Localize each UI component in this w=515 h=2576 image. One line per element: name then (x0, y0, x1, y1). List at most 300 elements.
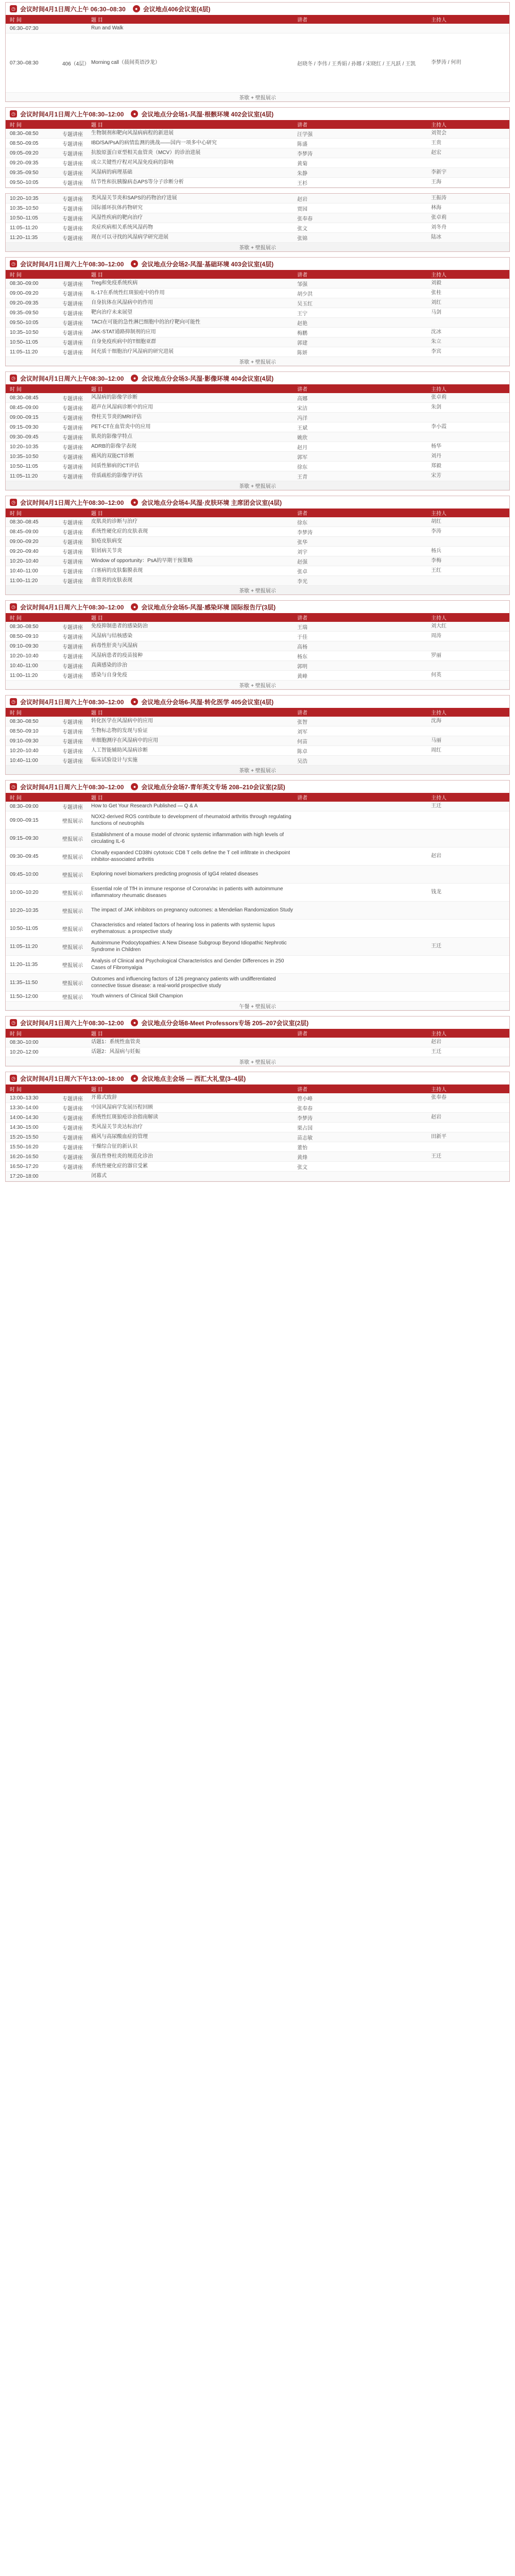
row-time: 09:15–09:30 (10, 835, 39, 841)
col-topic: 题 目 (91, 616, 103, 621)
row-type: 专题讲座 (62, 634, 83, 640)
row-host: 刘毅 (431, 280, 441, 286)
row-topic: Exploring novel biomarkers predicting prognosis of IgG4 related diseases (91, 871, 259, 877)
row-topic: 生物制剂和靶向风湿病病程的新进展 (91, 130, 174, 137)
row-time: 17:20–18:00 (10, 1173, 39, 1179)
row-speaker: 赵艳 (297, 320, 307, 327)
location-icon: ● (131, 698, 138, 705)
row-speaker: 陈盛 (297, 141, 307, 147)
break-row (6, 243, 509, 251)
row-type: 专题讲座 (62, 151, 83, 157)
row-speaker: 徐东 (297, 520, 307, 526)
row-type: 专题讲座 (62, 530, 83, 536)
agenda-row (6, 393, 509, 403)
row-time: 08:50–09:10 (10, 728, 39, 734)
row-topic: 单细胞测序在风湿病中的应用 (91, 738, 158, 744)
row-type: 专题讲座 (62, 301, 83, 307)
row-type: 专题讲座 (62, 1155, 83, 1161)
row-speaker: 张华 (297, 539, 307, 546)
row-time: 15:20–15:50 (10, 1134, 39, 1140)
row-time: 10:50–11:05 (10, 215, 38, 221)
row-topic: 间充质干细胞治疗风湿病的研究进展 (91, 349, 174, 355)
row-speaker: 陈妍 (297, 350, 307, 356)
row-type: 406（4层） (62, 61, 90, 67)
row-speaker: 贾园 (297, 206, 307, 212)
row-topic: 白塞病的皮肤黏膜表现 (91, 568, 143, 574)
row-type: 专题讲座 (62, 1164, 83, 1171)
row-time: 10:20–12:00 (10, 1049, 39, 1055)
clock-icon: ◷ (10, 5, 17, 12)
row-time: 11:20–11:35 (10, 234, 38, 241)
row-host: 王迁 (431, 943, 441, 950)
row-type: 专题讲座 (62, 1125, 83, 1131)
break-label: 茶歇 + 壁报展示 (239, 245, 276, 251)
row-type: 专题讲座 (62, 180, 83, 187)
row-topic: 系统性红斑狼疮诊治指南解读 (91, 1114, 158, 1121)
row-time: 09:45–10:00 (10, 871, 39, 877)
row-topic: TACI在可能的急性淋巴细胞中的治疗靶向可能性 (91, 319, 201, 326)
row-topic: 风湿病患者的疫苗接种 (91, 653, 143, 659)
row-host: 李新宇 (431, 170, 447, 176)
break-label: 茶歇 + 壁报展示 (239, 768, 276, 774)
row-topic: 真菌感染的诊治 (91, 663, 127, 669)
row-time: 09:10–09:30 (10, 643, 39, 649)
row-topic: 风湿病与结核感染 (91, 633, 132, 639)
col-topic: 题 目 (91, 710, 103, 716)
row-host: 张卓莉 (431, 395, 447, 401)
row-topic: 强直性脊柱炎的规范化诊治 (91, 1154, 153, 1160)
row-host: 王贵 (431, 140, 441, 146)
row-type: 壁报展示 (62, 908, 83, 914)
row-type: 专题讲座 (62, 1096, 83, 1102)
section-venue: 会议地点分会场6-风湿·转化医学 405会议室(4层) (141, 698, 274, 706)
row-host: 林海 (431, 205, 441, 211)
agenda-row (6, 289, 509, 298)
agenda-row (6, 1123, 509, 1132)
section-header (6, 3, 509, 15)
section-header (6, 108, 509, 120)
row-topic: 系统性硬化症的器官受累 (91, 1163, 148, 1170)
row-type: 专题讲座 (62, 739, 83, 745)
col-topic: 题 目 (91, 123, 103, 128)
agenda-row (6, 641, 509, 651)
row-topic: Outcomes and influencing factors of 126 pregnancy patients with undifferentiated connective tissue disease: a real-world prospective study (91, 976, 276, 989)
row-time: 09:50–10:05 (10, 319, 39, 326)
agenda-section (5, 371, 510, 490)
row-host: 杨兵 (431, 548, 441, 554)
col-topic: 题 目 (91, 18, 103, 23)
section-header (6, 258, 509, 270)
row-time: 10:20–10:35 (10, 907, 39, 913)
agenda-row (6, 1142, 509, 1152)
row-speaker: 王斌 (297, 425, 307, 431)
row-time: 13:00–13:30 (10, 1095, 39, 1101)
col-topic: 题 目 (91, 273, 103, 278)
row-time: 08:30–09:00 (10, 803, 39, 809)
row-speaker: 刘宇 (297, 549, 307, 555)
agenda-row (6, 213, 509, 223)
break-row (6, 586, 509, 595)
agenda-row (6, 566, 509, 576)
row-host: 李梦涛 / 何玥 (431, 60, 461, 66)
section-header (6, 1016, 509, 1029)
row-type: 壁报展示 (62, 926, 83, 933)
agenda-row (6, 33, 509, 93)
row-type: 壁报展示 (62, 944, 83, 951)
clock-icon: ◷ (10, 698, 17, 705)
row-speaker: 朱静 (297, 171, 307, 177)
row-speaker: 黄峰 (297, 673, 307, 680)
agenda-row (6, 829, 509, 848)
row-topic: 自身免疫疾病中的T细胞亚群 (91, 339, 157, 345)
row-host: 刘丹 (431, 453, 441, 460)
row-type: 专题讲座 (62, 624, 83, 631)
row-type: 壁报展示 (62, 980, 83, 987)
row-type: 壁报展示 (62, 854, 83, 860)
row-type: 专题讲座 (62, 1106, 83, 1112)
row-type: 专题讲座 (62, 340, 83, 346)
row-host: 杨华 (431, 444, 441, 450)
agenda-row (6, 403, 509, 413)
col-topic: 题 目 (91, 511, 103, 517)
row-topic: 抗胶原蛋白亚型相关血管炎（MCV）的诊治进展 (91, 150, 201, 156)
col-host: 主持人 (431, 123, 447, 128)
location-icon: ● (131, 783, 138, 790)
agenda-row (6, 1172, 509, 1181)
row-topic: Treg和免疫系统疾病 (91, 280, 138, 286)
row-topic: 结节性和抗胰腺病态APS等分子诊断分析 (91, 179, 184, 185)
agenda-row (6, 347, 509, 357)
row-time: 09:50–10:05 (10, 179, 39, 185)
row-topic: IL-17在系统性红斑狼疮中的作用 (91, 290, 165, 296)
location-icon: ● (133, 5, 140, 12)
section-venue: 会议地点分会场7-青年英文专场 208–210会议室(2层) (141, 783, 285, 791)
row-time: 10:50–11:05 (10, 925, 38, 931)
col-topic: 题 目 (91, 795, 103, 801)
row-time: 11:05–11:20 (10, 943, 38, 950)
agenda-row (6, 139, 509, 148)
agenda-row (6, 1038, 509, 1047)
row-time: 10:40–11:00 (10, 568, 38, 574)
row-time: 09:00–09:20 (10, 290, 39, 296)
row-time: 10:00–10:20 (10, 889, 39, 895)
row-topic: 系统性硬化症的皮肤表现 (91, 529, 148, 535)
row-time: 09:05–09:20 (10, 150, 39, 156)
agenda-section (5, 257, 510, 366)
break-row (6, 1057, 509, 1066)
row-time: 15:50–16:20 (10, 1144, 39, 1150)
row-host: 王海 (431, 179, 441, 185)
clock-icon: ◷ (10, 1075, 17, 1082)
row-time: 09:20–09:35 (10, 160, 39, 166)
col-speaker: 讲者 (297, 18, 307, 23)
break-label: 茶歇 + 壁报展示 (239, 483, 276, 489)
row-topic: Clonally expanded CD38hi cytotoxic CD8 T cells define the T cell infiltrate in checkpoint inhibitor-associated arthritis (91, 850, 290, 862)
row-topic: 闭幕式 (91, 1173, 107, 1179)
row-host: 赵岩 (431, 1114, 441, 1121)
row-time: 10:20–10:40 (10, 558, 39, 564)
agenda-row (6, 1162, 509, 1172)
location-icon: ● (131, 1075, 138, 1082)
row-topic: 国际循环抗体药物研究 (91, 205, 143, 211)
col-speaker: 讲者 (297, 1087, 307, 1093)
agenda-row (6, 1132, 509, 1142)
break-row (6, 481, 509, 490)
agenda-row (6, 1103, 509, 1113)
agenda-row (6, 938, 509, 956)
row-host: 李涛 (431, 529, 441, 535)
row-type: 专题讲座 (62, 291, 83, 297)
row-type: 专题讲座 (62, 330, 83, 336)
row-topic: 风湿性疾病的靶向治疗 (91, 215, 143, 221)
row-time: 09:30–09:45 (10, 434, 39, 440)
row-speaker: 黄菊 (297, 161, 307, 167)
agenda-row (6, 920, 509, 938)
row-speaker: 吴玉红 (297, 301, 313, 307)
clock-icon: ◷ (10, 1019, 17, 1026)
row-type: 专题讲座 (62, 804, 83, 810)
agenda-section (5, 193, 510, 252)
row-time: 08:30–09:00 (10, 280, 39, 286)
row-time: 11:05–11:20 (10, 349, 38, 355)
agenda-row (6, 651, 509, 661)
row-time: 08:50–09:10 (10, 633, 39, 639)
row-topic: 骨质疏松的影像学评估 (91, 473, 143, 479)
row-host: 马剑 (431, 310, 441, 316)
row-time: 11:05–11:20 (10, 225, 38, 231)
row-time: 08:30–08:50 (10, 623, 39, 630)
agenda-row (6, 992, 509, 1002)
col-host: 主持人 (431, 795, 447, 801)
row-topic: 话题2：风湿病与妊娠 (91, 1049, 141, 1055)
agenda-section (5, 496, 510, 595)
agenda-row (6, 24, 509, 33)
break-label: 茶歇 + 壁报展示 (239, 588, 276, 594)
row-type: 专题讲座 (62, 758, 83, 765)
agenda-row (6, 726, 509, 736)
row-host: 沈海 (431, 718, 441, 724)
row-topic: 中国风湿病学发展历程回顾 (91, 1105, 153, 1111)
row-topic: Analysis of Clinical and Psychological Characteristics and Gender Differences in 250 Cases of Fibromyalgia (91, 958, 284, 971)
row-host: 赵岩 (431, 853, 441, 859)
column-header (6, 120, 509, 129)
row-speaker: 张奉春 (297, 1106, 313, 1112)
row-speaker: 高娜 (297, 396, 307, 402)
agenda-row (6, 204, 509, 213)
row-host: 刘大红 (431, 623, 447, 630)
agenda-row (6, 632, 509, 641)
row-time: 11:05–11:20 (10, 473, 38, 479)
section-header (6, 1072, 509, 1084)
row-host: 张桂 (431, 290, 441, 296)
col-speaker: 讲者 (297, 1031, 307, 1037)
row-topic: Morning call（晨间英语沙龙） (91, 60, 160, 66)
section-time: 会议时间4月1日周六上午08:30–12:00 (20, 783, 124, 791)
row-time: 13:30–14:00 (10, 1105, 39, 1111)
section-venue: 会议地点分会场2-风湿·基础环境 403会议室(4层) (141, 260, 274, 268)
row-type: 专题讲座 (62, 569, 83, 575)
row-speaker: 王青 (297, 474, 307, 480)
column-header (6, 15, 509, 24)
row-host: 宋芳 (431, 473, 441, 479)
column-header (6, 1029, 509, 1038)
row-type: 专题讲座 (62, 435, 83, 441)
row-type: 专题讲座 (62, 664, 83, 670)
col-time: 时 间 (10, 273, 22, 278)
row-host: 王红 (431, 568, 441, 574)
col-speaker: 讲者 (297, 710, 307, 716)
clock-icon: ◷ (10, 783, 17, 790)
row-type: 专题讲座 (62, 311, 83, 317)
agenda-row (6, 517, 509, 527)
agenda-row (6, 452, 509, 462)
break-row (6, 93, 509, 101)
section-time: 会议时间4月1日周六上午08:30–12:00 (20, 698, 124, 706)
row-type: 壁报展示 (62, 836, 83, 842)
agenda-section (5, 107, 510, 188)
row-speaker: 董怡 (297, 1145, 307, 1151)
col-host: 主持人 (431, 273, 447, 278)
row-time: 09:20–09:35 (10, 300, 39, 306)
col-host: 主持人 (431, 511, 447, 517)
row-topic: Youth winners of Clinical Skill Champion (91, 993, 183, 999)
row-speaker: 杨东 (297, 654, 307, 660)
row-time: 10:50–11:05 (10, 463, 38, 469)
row-time: 06:30–07:30 (10, 25, 39, 31)
row-time: 11:20–11:35 (10, 961, 38, 968)
agenda-row (6, 576, 509, 586)
section-time: 会议时间4月1日周六上午08:30–12:00 (20, 499, 124, 506)
row-time: 08:45–09:00 (10, 404, 39, 411)
row-topic: 话题1：系统性血管炎 (91, 1039, 141, 1045)
agenda-row (6, 884, 509, 902)
row-speaker: 姚欣 (297, 435, 307, 441)
col-host: 主持人 (431, 1031, 447, 1037)
section-header (6, 496, 509, 509)
row-topic: 靶向治疗未来展望 (91, 310, 132, 316)
col-time: 时 间 (10, 511, 22, 517)
col-speaker: 讲者 (297, 511, 307, 517)
row-time: 08:50–09:05 (10, 140, 39, 146)
row-host: 何英 (431, 672, 441, 679)
section-time: 会议时间4月1日周六上午08:30–12:00 (20, 260, 124, 268)
row-time: 10:20–10:40 (10, 653, 39, 659)
agenda-row (6, 746, 509, 756)
section-venue: 会议地点406会议室(4层) (143, 5, 211, 13)
agenda-row (6, 756, 509, 766)
row-speaker: 李光 (297, 579, 307, 585)
location-icon: ● (131, 499, 138, 506)
col-time: 时 间 (10, 616, 22, 621)
agenda-row (6, 802, 509, 811)
row-speaker: 张卓 (297, 569, 307, 575)
row-speaker: 邹强 (297, 281, 307, 287)
row-type: 专题讲座 (62, 320, 83, 327)
row-topic: 银屑病关节炎 (91, 548, 122, 554)
col-topic: 题 目 (91, 1031, 103, 1037)
agenda-row (6, 279, 509, 289)
row-speaker: 张智 (297, 719, 307, 725)
row-speaker: 黄烽 (297, 1155, 307, 1161)
row-type: 专题讲座 (62, 673, 83, 680)
clock-icon: ◷ (10, 110, 17, 117)
col-time: 时 间 (10, 123, 22, 128)
row-time: 10:35–10:50 (10, 205, 39, 211)
section-time: 会议时间4月1日周六下午13:00–18:00 (20, 1075, 124, 1082)
row-host: 刘红 (431, 300, 441, 306)
row-host: 王迁 (431, 803, 441, 809)
row-speaker: 赵岩 (297, 196, 307, 202)
col-speaker: 讲者 (297, 387, 307, 393)
row-time: 10:20–10:35 (10, 195, 39, 201)
col-topic: 题 目 (91, 387, 103, 393)
section-header (6, 781, 509, 793)
row-topic: Autoimmune Podocytopathies: A New Disease Subgroup Beyond Idiopathic Nephrotic Syndrome in Children (91, 940, 287, 953)
col-host: 主持人 (431, 18, 447, 23)
row-time: 08:30–10:00 (10, 1039, 39, 1045)
row-time: 08:30–08:45 (10, 519, 39, 525)
break-label: 茶歇 + 壁报展示 (239, 683, 276, 689)
agenda-row (6, 974, 509, 992)
row-type: 壁报展示 (62, 890, 83, 896)
agenda-row (6, 661, 509, 671)
row-type: 专题讲座 (62, 644, 83, 650)
break-row (6, 681, 509, 689)
column-header (6, 1084, 509, 1093)
row-topic: 感染与自身免疫 (91, 672, 127, 679)
row-type: 专题讲座 (62, 196, 83, 202)
col-speaker: 讲者 (297, 273, 307, 278)
row-time: 08:45–09:00 (10, 529, 39, 535)
row-time: 08:30–08:50 (10, 130, 39, 137)
location-icon: ● (131, 110, 138, 117)
agenda-section (5, 1016, 510, 1066)
row-host: 罗丽 (431, 653, 441, 659)
row-type: 专题讲座 (62, 749, 83, 755)
row-speaker: 刘军 (297, 729, 307, 735)
row-host: 王迁 (431, 1154, 441, 1160)
row-speaker: 苗志敏 (297, 1135, 313, 1141)
agenda-row (6, 717, 509, 726)
col-topic: 题 目 (91, 1087, 103, 1093)
row-topic: The impact of JAK inhibitors on pregnancy outcomes: a Mendelian Randomization Study (91, 907, 293, 913)
agenda-row (6, 194, 509, 204)
row-type: 专题讲座 (62, 1135, 83, 1141)
column-header (6, 613, 509, 622)
row-topic: JAK-STAT通路抑制剂的应用 (91, 329, 156, 335)
row-type: 壁报展示 (62, 994, 83, 1001)
row-type: 专题讲座 (62, 161, 83, 167)
agenda-row (6, 1047, 509, 1057)
row-speaker: 赵强 (297, 559, 307, 565)
row-speaker: 王宁 (297, 311, 307, 317)
row-type: 专题讲座 (62, 281, 83, 287)
column-header (6, 384, 509, 393)
row-topic: 超声在风湿病诊断中的应用 (91, 404, 153, 411)
row-host: 李宾 (431, 349, 441, 355)
section-venue: 会议地点分会场4-风湿·皮肤环境 主席团会议室(4层) (141, 499, 282, 506)
section-venue: 会议地点分会场5-风湿·感染环境 国际报告厅(3层) (141, 603, 276, 611)
row-speaker: 栗占国 (297, 1125, 313, 1131)
col-host: 主持人 (431, 710, 447, 716)
row-topic: Establishment of a mouse model of chronic systemic inflammation with high levels of circulating IL-6 (91, 832, 284, 844)
row-speaker: 赵晓冬 / 李伟 / 王秀娟 / 孙娜 / 宋晓红 / 王凡跃 / 王凯 (297, 61, 416, 67)
row-host: 王振涛 (431, 195, 447, 201)
row-host: 周红 (431, 748, 441, 754)
break-row (6, 357, 509, 366)
row-speaker: 徐东 (297, 464, 307, 470)
column-header (6, 708, 509, 717)
